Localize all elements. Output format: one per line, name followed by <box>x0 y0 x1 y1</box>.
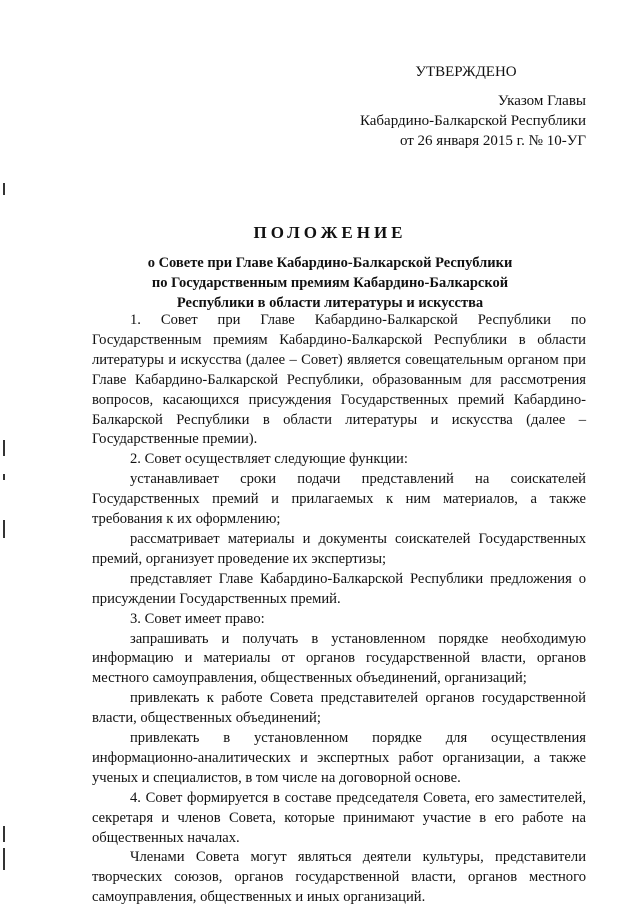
paragraph: устанавливает сроки подачи представлений на соискателей Государственных премий и прилагаемых к ним материалов, а также требования к их оформлению; <box>92 471 586 528</box>
document-subtitle-line: по Государственным премиям Кабардино-Балкарской <box>151 275 509 291</box>
scan-margin-mark <box>3 520 5 538</box>
paragraph: 4. Совет формируется в составе председателя Совета, его заместителей, секретаря и членов Совета, которые принимают участие в его работе на общественных началах. <box>92 789 586 846</box>
paragraph: привлекать в установленном порядке для осуществления информационно-аналитических и экспертных работ организации, а также ученых и специалистов, в том числе на договорной основе. <box>92 730 586 786</box>
paragraph: Членами Совета могут являться деятели культуры, представители творческих союзов, органов государственной власти, органов местного самоуправления, общественных и иных организаций. <box>92 849 586 906</box>
approval-stamp <box>346 62 586 151</box>
document-body <box>92 311 586 908</box>
document-subtitle-line: Республики в области литературы и искусства <box>176 295 484 311</box>
paragraph: запрашивать и получать в установленном порядке необходимую информацию и материалы от органов государственной власти, органов местного самоуправления, общественных объединений, организаций; <box>92 630 586 687</box>
paragraph: 1. Совет при Главе Кабардино-Балкарской Республики по Государственным премиям Кабардино-Балкарской Республики в области литературы и искусства (далее – Совет) является совещательным органом при Главе Кабардино-Балкарской Республики, образованным для рассмотрения вопросов, касающихся присуждения Государственных премий Кабардино-Балкарской Республики в области литературы и искусства (далее – Государственные премии). <box>92 312 586 448</box>
title-block <box>60 222 600 313</box>
paragraph: 3. Совет имеет право: <box>130 610 265 627</box>
scan-margin-mark <box>3 440 5 456</box>
scan-margin-mark <box>3 826 5 842</box>
scan-margin-mark <box>3 183 5 195</box>
scan-margin-mark <box>3 474 5 480</box>
document-subtitle-line: о Совете при Главе Кабардино-Балкарской Республики <box>147 255 513 271</box>
paragraph: представляет Главе Кабардино-Балкарской Республики предложения о присуждении Государственных премий. <box>92 570 586 607</box>
scan-margin-mark <box>3 848 5 870</box>
document-title: ПОЛОЖЕНИЕ <box>253 223 407 242</box>
paragraph: 2. Совет осуществляет следующие функции: <box>130 451 408 468</box>
approval-line: Кабардино-Балкарской Республики <box>359 113 586 129</box>
approval-heading: УТВЕРЖДЕНО <box>415 64 517 80</box>
paragraph: рассматривает материалы и документы соискателей Государственных премий, организует проведение их экспертизы; <box>92 530 586 567</box>
approval-line: от 26 января 2015 г. № 10-УГ <box>399 133 586 149</box>
paragraph: привлекать к работе Совета представителей органов государственной власти, общественных объединений; <box>92 690 586 727</box>
approval-line: Указом Главы <box>497 93 586 109</box>
